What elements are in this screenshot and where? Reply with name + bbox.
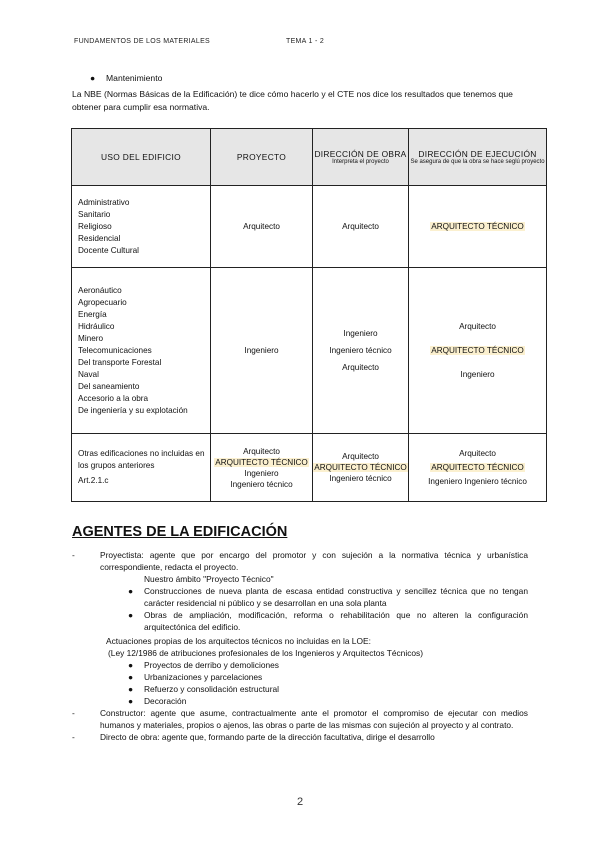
list-item: ● Proyectos de derribo y demoliciones [128, 660, 279, 670]
ambito-line: Nuestro ámbito "Proyecto Técnico" [144, 574, 274, 584]
obra-cell: Arquitecto [313, 186, 409, 268]
list-item: ● Decoración [128, 696, 187, 706]
bullet-dot-icon: ● [128, 672, 134, 682]
highlight-arq-tecnico: ARQUITECTO TÉCNICO [215, 457, 308, 467]
highlight-arq-tecnico: ARQUITECTO TÉCNICO [431, 221, 524, 231]
list-item: ● Construcciones de nueva planta de escasa entidad constructiva y sencillez técnica que no tengan carácter residencial ni público y se desarrollan en una sola planta [128, 586, 528, 608]
tema-label: TEMA 1 - 2 [286, 38, 325, 45]
bullet-dot-icon: ● [128, 660, 134, 670]
page-header [74, 38, 325, 45]
proyecto-cell: Arquitecto [211, 186, 313, 268]
ejecucion-cell: Arquitecto ARQUITECTO TÉCNICO Ingeniero [409, 268, 547, 434]
list-item-director: - Directo de obra: agente que, formando parte de la dirección facultativa, dirige el desarrollo [72, 731, 528, 743]
ley-line: (Ley 12/1986 de atribuciones profesionales de los Ingenieros y Arquitectos Técnicos) [108, 648, 424, 658]
ejecucion-cell [409, 186, 547, 268]
obra-cell: Arquitecto ARQUITECTO TÉCNICO Ingeniero técnico [313, 434, 409, 502]
table-header-row [72, 129, 547, 186]
header-direccion-ejecucion-sub: Se asegura de que la obra se hace seglú proyecto [410, 158, 545, 165]
highlight-arq-tecnico: ARQUITECTO TÉCNICO [431, 462, 524, 472]
bullet-dot-icon: ● [90, 73, 96, 83]
list-item: ● Obras de ampliación, modificación, reforma o rehabilitación que no alteren la configuración arquitectónica del edificio. [128, 610, 528, 632]
uso-cell: Otras edificaciones no incluidas en los grupos anteriores Art.2.1.c [72, 434, 211, 502]
list-item: ● Refuerzo y consolidación estructural [128, 684, 279, 694]
uso-cell: Aeronáutico Agropecuario Energía Hidráulico Minero Telecomunicaciones Del transporte Forestal Naval Del saneamiento Accesorio a la obra De ingeniería y su explotación [72, 268, 211, 434]
actuaciones-line: Actuaciones propias de los arquitectos técnicos no incluidas en la LOE: [106, 636, 371, 646]
bullet-dot-icon: ● [128, 586, 134, 596]
proyecto-cell: Arquitecto ARQUITECTO TÉCNICO Ingeniero Ingeniero técnico [211, 434, 313, 502]
uso-edificio-table [71, 128, 547, 502]
course-title: FUNDAMENTOS DE LOS MATERIALES [74, 38, 211, 45]
highlight-arq-tecnico: ARQUITECTO TÉCNICO [314, 463, 407, 472]
table-row [72, 434, 547, 502]
section-title-agentes: AGENTES DE LA EDIFICACIÓN [72, 524, 288, 540]
list-item-constructor: - Constructor: agente que asume, contractualmente ante el promotor el compromiso de ejecutar con medios humanos y materiales, propios o ajenos, las obras o parte de las mismas con sujeción al proyecto y al contrato. [72, 707, 528, 731]
bullet-dot-icon: ● [128, 610, 134, 620]
table-row [72, 268, 547, 434]
bullet-dot-icon: ● [128, 696, 134, 706]
header-direccion-obra-sub: Interpreta el proyecto [332, 158, 389, 165]
page-number: 2 [296, 796, 304, 808]
proyecto-cell: Ingeniero [211, 268, 313, 434]
intro-paragraph: La NBE (Normas Básicas de la Edificación) te dice cómo hacerlo y el CTE nos dice los resultados que tenemos que obtener para cumplir esa normativa. [72, 89, 513, 112]
header-direccion-obra: DIRECCIÓN DE OBRA Interpreta el proyecto [313, 129, 409, 186]
agentes-body [72, 549, 528, 743]
list-item-proyectista: - Proyectista: agente que por encargo del promotor y con sujeción a la normativa técnica y urbanística correspondiente, redacta el proyecto. [72, 549, 528, 573]
header-direccion-ejecucion: DIRECCIÓN DE EJECUCIÓN Se asegura de que la obra se hace seglú proyecto [409, 129, 547, 186]
highlight-arq-tecnico: ARQUITECTO TÉCNICO [431, 345, 524, 355]
header-uso: USO DEL EDIFICIO [72, 129, 211, 186]
ejecucion-cell: Arquitecto ARQUITECTO TÉCNICO Ingeniero Ingeniero técnico [409, 434, 547, 502]
obra-cell: Ingeniero Ingeniero técnico Arquitecto [313, 268, 409, 434]
header-proyecto: PROYECTO [211, 129, 313, 186]
uso-cell: Administrativo Sanitario Religioso Residencial Docente Cultural [72, 186, 211, 268]
bullet-mantenimiento: ● Mantenimiento [90, 73, 163, 83]
list-item: ● Urbanizaciones y parcelaciones [128, 672, 263, 682]
table-row [72, 186, 547, 268]
bullet-dot-icon: ● [128, 684, 134, 694]
